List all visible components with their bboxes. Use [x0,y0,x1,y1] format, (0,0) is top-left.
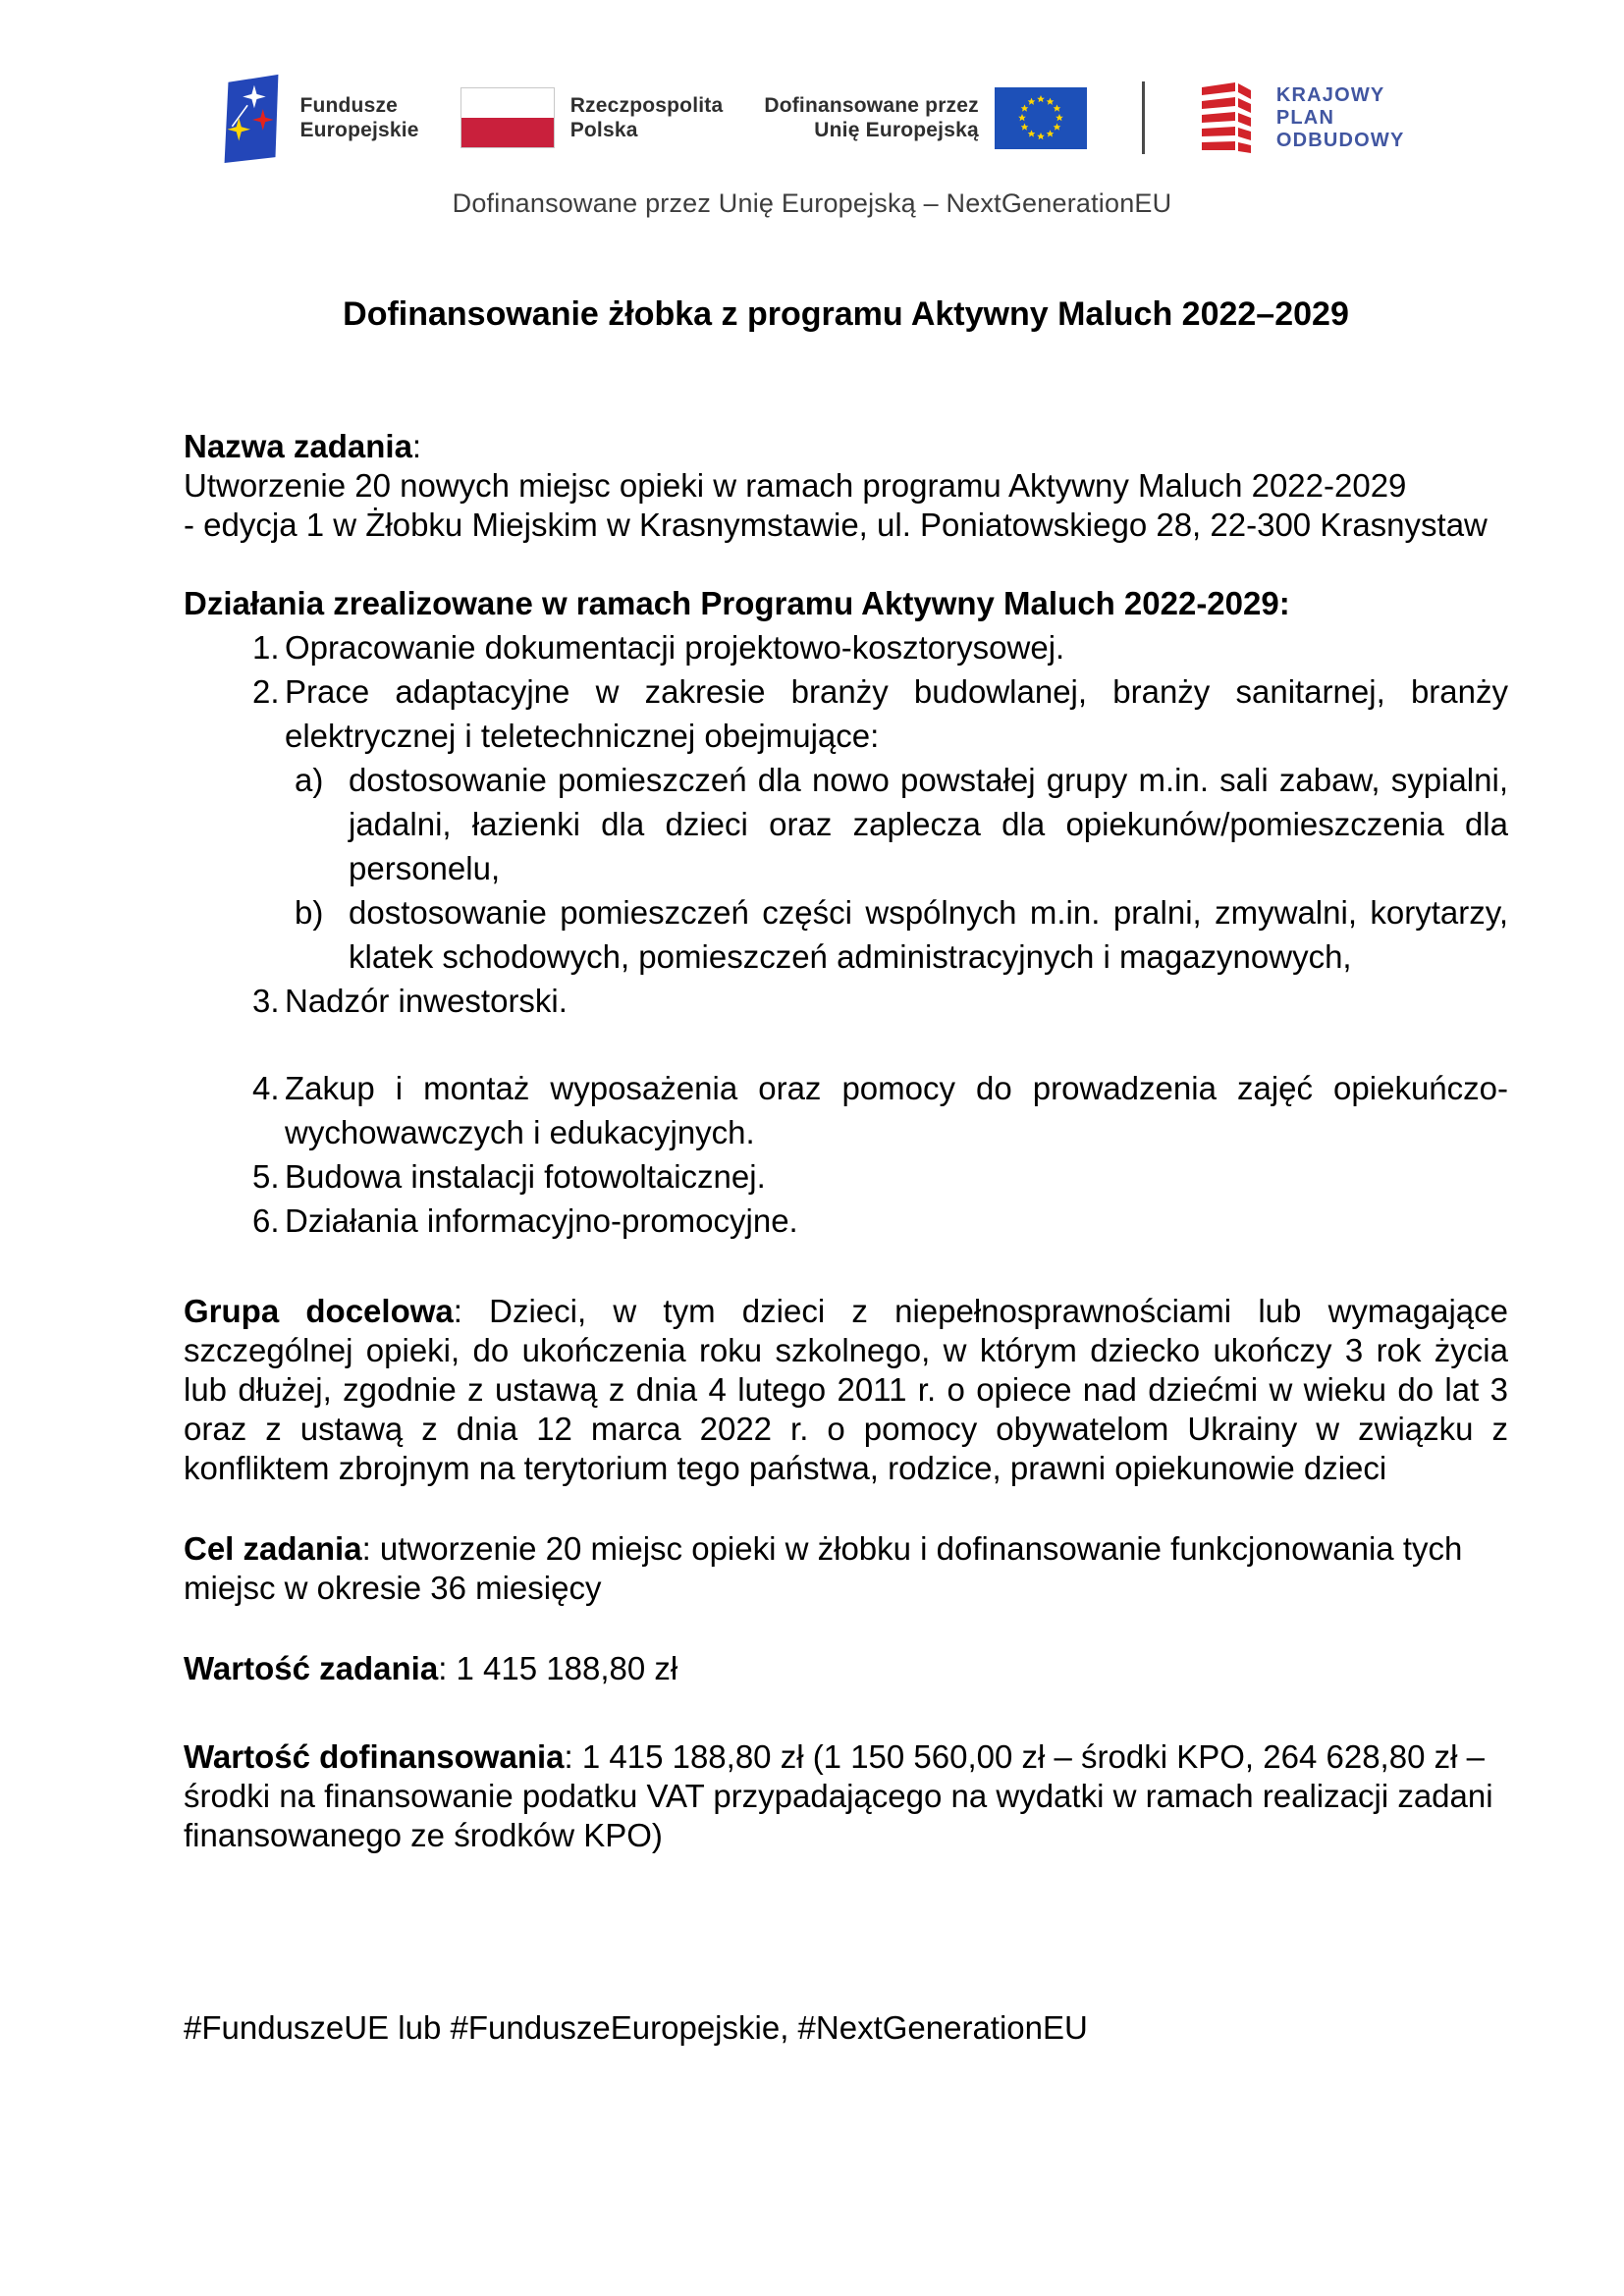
pl-label-line1: Rzeczpospolita [569,94,724,117]
pl-label-line2: Polska [569,119,638,141]
list-item-1 [184,625,1508,669]
nazwa-zadania-line2: - edycja 1 w Żłobku Miejskim w Krasnymstawie, ul. Poniatowskiego 28, 22-300 Krasnystaw [184,507,1488,543]
kpo-label-line3: ODBUDOWY [1275,129,1405,151]
list-item-6 [184,1199,1508,1243]
nazwa-zadania-line1: Utworzenie 20 nowych miejsc opieki w ramach programu Aktywny Maluch 2022-2029 [184,467,1407,504]
section-grupa-docelowa [184,1292,1508,1488]
list-item-3 [184,979,1508,1023]
poland-flag-red-stripe [461,118,554,147]
rzeczpospolita-polska-logo [460,87,724,148]
list-marker: 2. [252,673,280,710]
fe-label-line2: Europejskie [299,119,419,141]
page-title: Dofinansowanie żłobka z programu Aktywny Maluch 2022–2029 [343,295,1349,333]
wartosc-dofinansowania-label: Wartość dofinansowania [184,1738,565,1775]
section-dzialania [184,584,1508,1243]
list-marker: a) [295,762,324,798]
dofinansowane-przez-ue-logo [764,87,1087,149]
list-marker: b) [295,894,324,931]
grupa-docelowa-label: Grupa docelowa [184,1293,454,1329]
nazwa-zadania-colon: : [411,428,422,464]
list-item-text: Nadzór inwestorski. [285,983,568,1019]
list-marker: 6. [252,1202,280,1239]
nazwa-zadania-label: Nazwa zadania [184,428,412,464]
list-item-2b [184,890,1508,979]
cel-zadania-text: : utworzenie 20 miejsc opieki w żłobku i dofinansowanie funkcjonowania tych miejsc w okresie 36 miesięcy [184,1530,1463,1606]
list-item-2 [184,669,1508,758]
wartosc-zadania-label: Wartość zadania [184,1650,439,1686]
rzeczpospolita-polska-label [570,93,724,142]
cel-zadania-label: Cel zadania [184,1530,362,1567]
list-marker: 1. [252,629,280,666]
section-nazwa-zadania [184,427,1508,545]
list-marker: 4. [252,1070,280,1106]
poland-flag-white-stripe [461,88,554,118]
list-item-text: Budowa instalacji fotowoltaicznej. [285,1158,766,1195]
kpo-label [1276,84,1405,152]
section-wartosc-zadania [184,1649,1508,1688]
kpo-label-line2: PLAN [1275,106,1335,129]
list-marker: 3. [252,983,280,1019]
fundusze-europejskie-label [299,93,418,142]
dzialania-heading: Działania zrealizowane w ramach Programu Aktywny Maluch 2022-2029: [184,585,1290,621]
blank-line [184,1023,1508,1066]
grupa-docelowa-text: : Dzieci, w tym dzieci z niepełnosprawnościami lub wymagające szczególnej opieki, do ukończenia roku szkolnego, w którym dziecko ukończy 3 rok życia lub dłużej, zgodnie z ustawą z dnia 4 lutego 2011 r. o opiece nad dziećmi w wieku do lat 3 oraz z ustawą z dnia 12 marca 2022 r. o pomocy obywatelom Ukrainy w związku z konfliktem zbrojnym na terytorium tego państwa, rodzice, prawni opiekunowie dzieci [184,1293,1508,1486]
eu-label-line2: Unię Europejską [814,119,979,141]
logo-banner [0,0,1624,165]
eu-flag-icon [995,87,1087,149]
list-item-text: Prace adaptacyjne w zakresie branży budowlanej, branży sanitarnej, branży elektrycznej i teletechnicznej obejmujące: [285,673,1508,754]
list-marker: 5. [252,1158,280,1195]
list-item-text: Opracowanie dokumentacji projektowo-kosztorysowej. [285,629,1065,666]
document-content [184,294,1508,2048]
kpo-logo-icon [1200,79,1261,157]
eu-funding-label [764,93,979,142]
logo-divider [1142,81,1145,154]
fundusze-europejskie-flag-icon [219,71,284,165]
wartosc-zadania-text: : 1 415 188,80 zł [438,1650,678,1686]
list-item-5 [184,1154,1508,1199]
krajowy-plan-odbudowy-logo [1200,79,1405,157]
nazwa-zadania-heading [184,427,1508,466]
fundusze-europejskie-logo [219,71,418,165]
kpo-label-line1: KRAJOWY [1275,83,1385,106]
eu-label-line1: Dofinansowane przez [764,94,979,117]
list-item-2a [184,758,1508,890]
wartosc-dofinansowania-text: : 1 415 188,80 zł (1 150 560,00 zł – środki KPO, 264 628,80 zł – środki na finansowanie podatku VAT przypadającego na wydatki w ramach realizacji zadani finansowanego ze środków KPO) [184,1738,1493,1853]
list-item-text: Działania informacyjno-promocyjne. [285,1202,798,1239]
section-cel-zadania [184,1529,1508,1608]
banner-caption: Dofinansowane przez Unię Europejską – NextGenerationEU [452,188,1172,218]
hashtags-line: #FunduszeUE lub #FunduszeEuropejskie, #NextGenerationEU [184,2009,1088,2046]
list-item-text: Zakup i montaż wyposażenia oraz pomocy do prowadzenia zajęć opiekuńczo-wychowawczych i edukacyjnych. [285,1070,1508,1150]
poland-flag-icon [460,87,555,148]
list-item-text: dostosowanie pomieszczeń dla nowo powstałej grupy m.in. sali zabaw, sypialni, jadalni, łazienki dla dzieci oraz zaplecza dla opiekunów/pomieszczenia dla personelu, [349,762,1508,886]
list-item-text: dostosowanie pomieszczeń części wspólnych m.in. pralni, zmywalni, korytarzy, klatek schodowych, pomieszczeń administracyjnych i magazynowych, [349,894,1508,975]
section-wartosc-dofinansowania [184,1737,1508,1855]
list-item-4 [184,1066,1508,1154]
fe-label-line1: Fundusze [299,94,399,117]
